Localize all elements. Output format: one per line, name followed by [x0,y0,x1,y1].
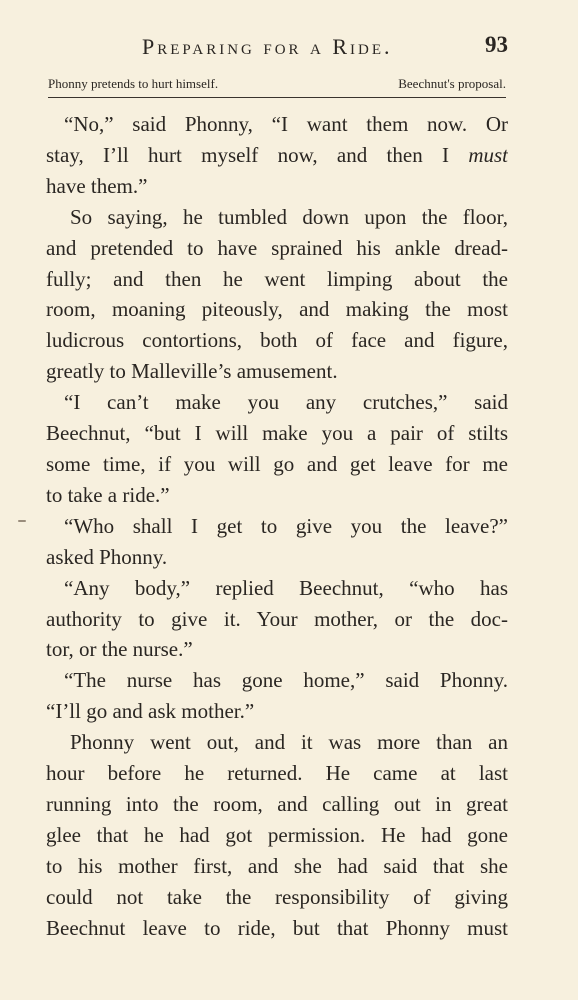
text-line: room, moaning piteously, and making the most [46,297,508,322]
text-line: have them.” [46,173,148,198]
shoulder-notes [48,76,506,94]
text-line: greatly to Malleville’s amusement. [46,359,338,384]
text-line: So saying, he tumbled down upon the floor, [70,204,508,229]
margin-mark [18,520,26,522]
text-line: running into the room, and calling out in great [46,791,508,816]
text-line: “Any body,” replied Beechnut, “who has [64,575,508,600]
text-line: and pretended to have sprained his ankle dread- [46,235,508,260]
text-line: “I’ll go and ask mother.” [46,699,255,724]
text-line: “The nurse has gone home,” said Phonny. [64,668,508,693]
running-title: Preparing for a Ride. [142,34,393,59]
text-line: could not take the responsibility of giving [46,884,508,909]
text-line-segment: stay, I’ll hurt myself now, and then I [46,142,469,167]
text-line: Beechnut leave to ride, but that Phonny must [46,915,508,940]
text-line: Phonny went out, and it was more than an [70,730,508,755]
text-line: “No,” said Phonny, “I want them now. Or [64,112,508,136]
text-line: to his mother first, and she had said that she [46,853,508,878]
text-line: tor, or the nurse.” [46,637,193,662]
text-line: “I can’t make you any crutches,” said [64,390,508,415]
text-line [46,140,508,171]
body-text [46,109,508,943]
text-line: ludicrous contortions, both of face and figure, [46,328,508,353]
text-line: to take a ride.” [46,482,170,507]
text-line: authority to give it. Your mother, or the doc- [46,606,508,631]
text-line: glee that he had got permission. He had gone [46,822,508,847]
text-line: “Who shall I get to give you the leave?” [64,513,508,538]
page-number: 93 [485,32,508,57]
text-line: fully; and then he went limping about the [46,266,508,291]
text-line: asked Phonny. [46,544,168,569]
text-line: Beechnut, “but I will make you a pair of stilts [46,421,508,446]
text-line: hour before he returned. He came at last [46,761,508,786]
emphasized-word: must [468,142,508,167]
shoulder-note-left: Phonny pretends to hurt himself. [48,76,219,91]
header-rule [48,97,506,98]
text-line: some time, if you will go and get leave for me [46,451,508,476]
shoulder-note-right: Beechnut's proposal. [398,76,506,91]
running-head [46,32,508,68]
